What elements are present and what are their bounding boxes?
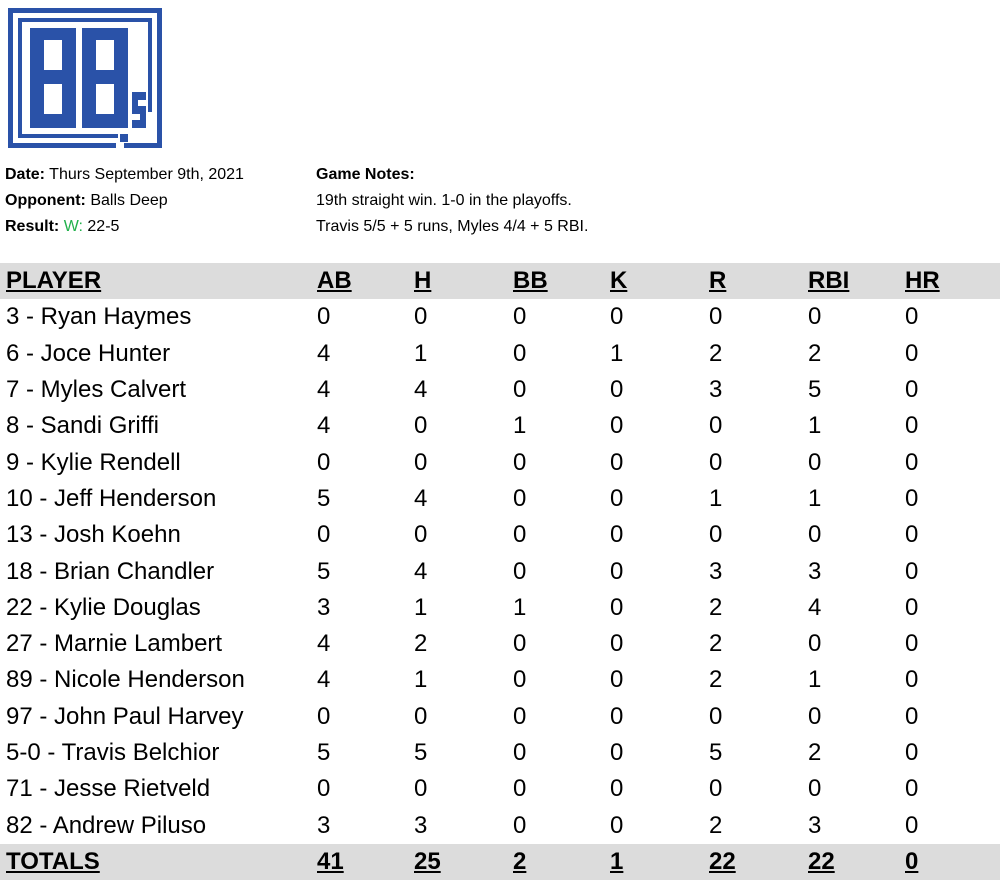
cell-rbi: 1 <box>808 484 822 512</box>
cell-k: 0 <box>610 303 624 331</box>
cell-r: 0 <box>709 448 723 476</box>
cell-ab: 0 <box>317 303 331 331</box>
table-row <box>0 408 1000 444</box>
opponent-label: Opponent: <box>5 192 86 209</box>
cell-bb: 0 <box>513 775 527 803</box>
cell-bb: 0 <box>513 666 527 694</box>
cell-k: 0 <box>610 811 624 839</box>
cell-k: 1 <box>610 339 624 367</box>
cell-bb: 1 <box>513 412 527 440</box>
column-header-k: K <box>610 267 628 295</box>
cell-k: 0 <box>610 521 624 549</box>
cell-player: 89 - Nicole Henderson <box>6 666 245 694</box>
cell-hr: 0 <box>905 376 919 404</box>
cell-player: 3 - Ryan Haymes <box>6 303 192 331</box>
cell-player: 97 - John Paul Harvey <box>6 702 244 730</box>
cell-h: 0 <box>414 775 428 803</box>
column-header-r: R <box>709 267 727 295</box>
cell-bb: 0 <box>513 739 527 766</box>
result-score: 22-5 <box>87 218 120 235</box>
cell-k: 0 <box>610 775 624 803</box>
column-header-bb: BB <box>513 267 548 295</box>
cell-bb: 0 <box>513 811 527 839</box>
cell-player: 71 - Jesse Rietveld <box>6 775 211 803</box>
cell-ab: 4 <box>317 376 331 404</box>
cell-k: 0 <box>610 702 624 730</box>
cell-hr: 0 <box>905 775 919 803</box>
date-value: Thurs September 9th, 2021 <box>49 166 244 183</box>
table-row <box>0 444 1000 480</box>
column-header-ab: AB <box>317 267 352 295</box>
cell-hr: 0 <box>905 593 919 621</box>
cell-ab: 0 <box>317 448 331 476</box>
table-row <box>0 372 1000 408</box>
cell-r: 0 <box>709 412 723 440</box>
cell-bb: 0 <box>513 702 527 730</box>
cell-player: 7 - Myles Calvert <box>6 376 187 404</box>
result-win-marker: W: <box>63 218 83 235</box>
column-header-h: H <box>414 267 432 295</box>
cell-ab: 0 <box>317 775 331 803</box>
table-row <box>0 662 1000 698</box>
cell-hr: 0 <box>905 811 919 839</box>
cell-rbi: 0 <box>808 775 822 803</box>
cell-player: 13 - Josh Koehn <box>6 521 181 549</box>
cell-rbi: 0 <box>808 521 822 549</box>
date-label: Date: <box>5 166 46 183</box>
cell-k: 0 <box>610 557 624 585</box>
cell-rbi: 0 <box>808 630 822 658</box>
table-row <box>0 699 1000 735</box>
column-header-rbi: RBI <box>808 267 850 295</box>
cell-h: 0 <box>414 303 428 331</box>
cell-bb: 0 <box>513 448 527 476</box>
cell-h: 2 <box>414 630 428 658</box>
cell-rbi: 3 <box>808 811 822 839</box>
cell-r: 0 <box>709 702 723 730</box>
cell-h: 1 <box>414 593 428 621</box>
total-bb: 2 <box>513 847 527 875</box>
cell-r: 3 <box>709 557 723 585</box>
cell-k: 0 <box>610 593 624 621</box>
cell-player: 10 - Jeff Henderson <box>6 484 217 512</box>
cell-hr: 0 <box>905 303 919 331</box>
cell-k: 0 <box>610 376 624 404</box>
cell-bb: 0 <box>513 630 527 658</box>
cell-h: 3 <box>414 811 428 839</box>
cell-hr: 0 <box>905 666 919 694</box>
notes-label: Game Notes: <box>316 166 415 183</box>
cell-hr: 0 <box>905 521 919 549</box>
cell-player: 22 - Kylie Douglas <box>6 593 201 621</box>
table-row <box>0 517 1000 553</box>
column-header-hr: HR <box>905 267 940 295</box>
cell-h: 1 <box>414 339 428 367</box>
table-row <box>0 299 1000 335</box>
cell-player: 9 - Kylie Rendell <box>6 448 181 476</box>
cell-ab: 5 <box>317 557 331 585</box>
cell-r: 2 <box>709 339 723 367</box>
cell-player: 27 - Marnie Lambert <box>6 630 223 658</box>
totals-row <box>0 844 1000 880</box>
cell-rbi: 0 <box>808 702 822 730</box>
cell-r: 2 <box>709 593 723 621</box>
cell-rbi: 0 <box>808 448 822 476</box>
cell-h: 1 <box>414 666 428 694</box>
total-rbi: 22 <box>808 847 835 875</box>
cell-h: 4 <box>414 376 428 404</box>
table-header <box>0 263 1000 299</box>
game-info <box>5 162 244 240</box>
table-row <box>0 771 1000 807</box>
cell-h: 0 <box>414 702 428 730</box>
opponent-line <box>5 188 244 214</box>
result-label: Result: <box>5 218 60 235</box>
result-line <box>5 214 244 240</box>
cell-ab: 4 <box>317 666 331 694</box>
cell-h: 0 <box>414 412 428 440</box>
cell-rbi: 1 <box>808 412 822 440</box>
cell-k: 0 <box>610 666 624 694</box>
total-ab: 41 <box>317 847 344 875</box>
cell-r: 0 <box>709 303 723 331</box>
cell-player: 8 - Sandi Griffi <box>6 412 159 440</box>
cell-ab: 4 <box>317 339 331 367</box>
cell-ab: 5 <box>317 739 331 766</box>
cell-h: 5 <box>414 739 428 766</box>
cell-r: 0 <box>709 775 723 803</box>
cell-r: 3 <box>709 376 723 404</box>
table-row <box>0 626 1000 662</box>
cell-player: 82 - Andrew Piluso <box>6 811 207 839</box>
cell-rbi: 5 <box>808 376 822 404</box>
total-player: TOTALS <box>6 847 100 875</box>
table-row <box>0 553 1000 589</box>
table-row <box>0 735 1000 771</box>
table-row <box>0 336 1000 372</box>
cell-rbi: 2 <box>808 339 822 367</box>
cell-rbi: 3 <box>808 557 822 585</box>
cell-ab: 0 <box>317 521 331 549</box>
cell-hr: 0 <box>905 484 919 512</box>
cell-ab: 0 <box>317 702 331 730</box>
cell-hr: 0 <box>905 739 919 766</box>
notes-line-2: Travis 5/5 + 5 runs, Myles 4/4 + 5 RBI. <box>316 218 589 235</box>
table-row <box>0 590 1000 626</box>
cell-bb: 0 <box>513 521 527 549</box>
cell-r: 2 <box>709 666 723 694</box>
cell-r: 5 <box>709 739 723 766</box>
total-k: 1 <box>610 847 624 875</box>
cell-r: 2 <box>709 630 723 658</box>
cell-ab: 3 <box>317 811 331 839</box>
date-line <box>5 162 244 188</box>
cell-ab: 4 <box>317 630 331 658</box>
cell-bb: 0 <box>513 484 527 512</box>
cell-hr: 0 <box>905 630 919 658</box>
team-logo <box>8 8 162 148</box>
cell-ab: 5 <box>317 484 331 512</box>
cell-bb: 0 <box>513 557 527 585</box>
cell-k: 0 <box>610 448 624 476</box>
cell-h: 4 <box>414 557 428 585</box>
cell-player: 5-0 - Travis Belchior <box>6 739 220 766</box>
cell-k: 0 <box>610 412 624 440</box>
cell-player: 18 - Brian Chandler <box>6 557 215 585</box>
cell-r: 2 <box>709 811 723 839</box>
opponent-value: Balls Deep <box>90 192 168 209</box>
cell-ab: 4 <box>317 412 331 440</box>
cell-hr: 0 <box>905 557 919 585</box>
cell-rbi: 4 <box>808 593 822 621</box>
total-hr: 0 <box>905 847 919 875</box>
stats-table <box>0 263 1000 880</box>
cell-k: 0 <box>610 484 624 512</box>
cell-bb: 0 <box>513 376 527 404</box>
game-notes <box>316 162 588 240</box>
cell-player: 6 - Joce Hunter <box>6 339 171 367</box>
cell-r: 0 <box>709 521 723 549</box>
notes-line-1: 19th straight win. 1-0 in the playoffs. <box>316 192 572 209</box>
cell-h: 0 <box>414 521 428 549</box>
cell-hr: 0 <box>905 448 919 476</box>
cell-bb: 1 <box>513 593 527 621</box>
cell-h: 0 <box>414 448 428 476</box>
total-h: 25 <box>414 847 441 875</box>
cell-bb: 0 <box>513 339 527 367</box>
logo-88s-icon <box>8 8 162 148</box>
cell-k: 0 <box>610 630 624 658</box>
cell-hr: 0 <box>905 412 919 440</box>
total-r: 22 <box>709 847 736 875</box>
cell-ab: 3 <box>317 593 331 621</box>
cell-k: 0 <box>610 739 624 766</box>
cell-rbi: 2 <box>808 739 822 766</box>
cell-hr: 0 <box>905 339 919 367</box>
cell-r: 1 <box>709 484 723 512</box>
column-header-player: PLAYER <box>6 267 102 295</box>
cell-h: 4 <box>414 484 428 512</box>
cell-rbi: 0 <box>808 303 822 331</box>
table-row <box>0 807 1000 843</box>
cell-rbi: 1 <box>808 666 822 694</box>
cell-hr: 0 <box>905 702 919 730</box>
cell-bb: 0 <box>513 303 527 331</box>
table-row <box>0 481 1000 517</box>
